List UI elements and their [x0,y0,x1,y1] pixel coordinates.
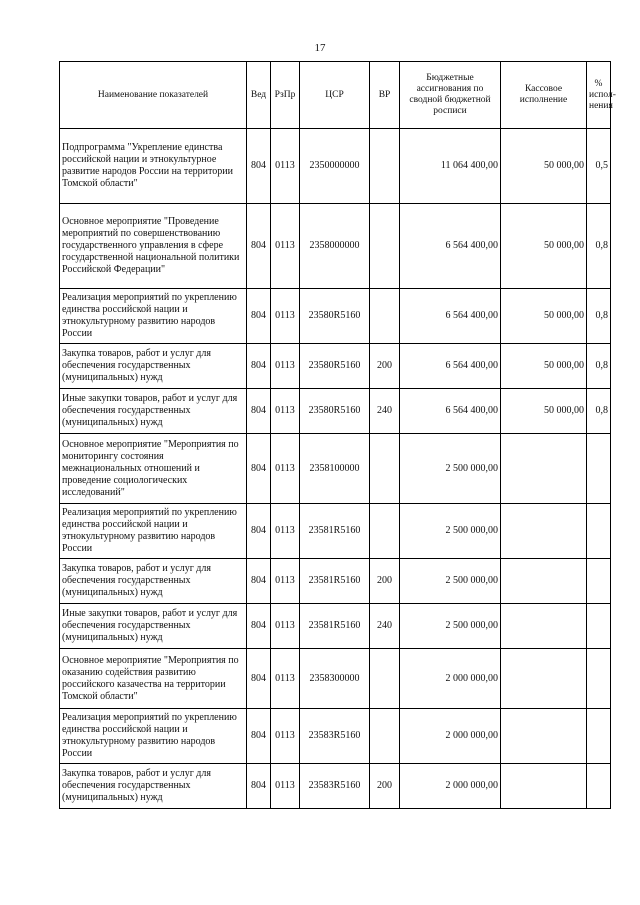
row-percent-execution [587,764,611,809]
table-row [60,389,611,434]
row-ved: 804 [247,389,271,434]
row-csr: 2350000000 [300,129,370,204]
row-csr: 23581R5160 [300,559,370,604]
row-ved: 804 [247,344,271,389]
header-ved: Вед [247,62,271,129]
row-ved: 804 [247,559,271,604]
header-cash-execution: Кассовое исполнение [501,62,587,129]
table-row [60,204,611,289]
row-rzpr: 0113 [271,344,300,389]
row-assignments: 2 000 000,00 [400,649,501,709]
table-row [60,344,611,389]
header-percent-execution: % испол-нения [587,62,611,129]
row-rzpr: 0113 [271,604,300,649]
row-vr [370,289,400,344]
row-name: Иные закупки товаров, работ и услуг для обеспечения государственных (муниципальных) нужд [60,604,247,649]
table-row [60,604,611,649]
row-rzpr: 0113 [271,709,300,764]
row-ved: 804 [247,204,271,289]
row-rzpr: 0113 [271,434,300,504]
row-vr [370,709,400,764]
row-csr: 2358000000 [300,204,370,289]
row-cash-execution: 50 000,00 [501,204,587,289]
table-row [60,559,611,604]
budget-execution-table [59,61,616,809]
page-number: 17 [314,42,326,54]
header-assignments: Бюджетные ассигнования по сводной бюджетной росписи [400,62,501,129]
row-rzpr: 0113 [271,504,300,559]
row-assignments: 2 500 000,00 [400,504,501,559]
row-ved: 804 [247,709,271,764]
row-cash-execution [501,504,587,559]
row-cash-execution [501,604,587,649]
row-name: Реализация мероприятий по укреплению единства российской нации и этнокультурному развитию народов России [60,709,247,764]
row-assignments: 2 500 000,00 [400,434,501,504]
row-assignments: 2 000 000,00 [400,709,501,764]
table-row [60,434,611,504]
row-name: Реализация мероприятий по укреплению единства российской нации и этнокультурному развитию народов России [60,504,247,559]
row-vr: 240 [370,389,400,434]
row-name: Закупка товаров, работ и услуг для обеспечения государственных (муниципальных) нужд [60,344,247,389]
row-assignments: 6 564 400,00 [400,389,501,434]
row-name: Закупка товаров, работ и услуг для обеспечения государственных (муниципальных) нужд [60,764,247,809]
row-csr: 23580R5160 [300,289,370,344]
row-rzpr: 0113 [271,649,300,709]
row-vr: 200 [370,559,400,604]
row-percent-execution: 0,8 [587,204,611,289]
row-csr: 23581R5160 [300,504,370,559]
row-csr: 23580R5160 [300,389,370,434]
row-csr: 23580R5160 [300,344,370,389]
row-percent-execution: 0,8 [587,344,611,389]
table-row [60,504,611,559]
row-cash-execution: 50 000,00 [501,344,587,389]
row-cash-execution: 50 000,00 [501,289,587,344]
table-row [60,764,611,809]
row-name: Подпрограмма "Укрепление единства российской нации и этнокультурное развитие народов России на территории Томской области" [60,129,247,204]
row-ved: 804 [247,604,271,649]
row-cash-execution [501,709,587,764]
row-csr: 23583R5160 [300,709,370,764]
header-vr: ВР [370,62,400,129]
row-assignments: 11 064 400,00 [400,129,501,204]
row-csr: 2358300000 [300,649,370,709]
row-rzpr: 0113 [271,559,300,604]
row-percent-execution [587,559,611,604]
row-cash-execution [501,434,587,504]
row-rzpr: 0113 [271,764,300,809]
row-ved: 804 [247,434,271,504]
row-ved: 804 [247,764,271,809]
table-row [60,709,611,764]
row-cash-execution [501,764,587,809]
table-row [60,649,611,709]
row-vr [370,504,400,559]
row-name: Иные закупки товаров, работ и услуг для обеспечения государственных (муниципальных) нужд [60,389,247,434]
row-cash-execution: 50 000,00 [501,129,587,204]
row-vr: 240 [370,604,400,649]
row-vr [370,129,400,204]
row-name: Закупка товаров, работ и услуг для обеспечения государственных (муниципальных) нужд [60,559,247,604]
row-assignments: 6 564 400,00 [400,204,501,289]
row-ved: 804 [247,504,271,559]
row-csr: 23581R5160 [300,604,370,649]
row-percent-execution [587,649,611,709]
table-header-row [60,62,611,129]
row-percent-execution [587,504,611,559]
row-csr: 2358100000 [300,434,370,504]
row-assignments: 2 500 000,00 [400,604,501,649]
row-name: Основное мероприятие "Проведение мероприятий по совершенствованию государственного управления в сфере государственной национальной политики Российской Федерации" [60,204,247,289]
header-rzpr: РзПр [271,62,300,129]
row-assignments: 6 564 400,00 [400,289,501,344]
row-name: Реализация мероприятий по укреплению единства российской нации и этнокультурному развитию народов России [60,289,247,344]
row-assignments: 2 000 000,00 [400,764,501,809]
row-vr: 200 [370,764,400,809]
row-rzpr: 0113 [271,204,300,289]
row-percent-execution [587,434,611,504]
row-rzpr: 0113 [271,289,300,344]
row-percent-execution: 0,5 [587,129,611,204]
row-percent-execution: 0,8 [587,389,611,434]
row-vr [370,649,400,709]
row-assignments: 6 564 400,00 [400,344,501,389]
header-name: Наименование показателей [60,62,247,129]
row-cash-execution [501,649,587,709]
table-row [60,129,611,204]
header-csr: ЦСР [300,62,370,129]
row-percent-execution [587,709,611,764]
row-ved: 804 [247,649,271,709]
row-rzpr: 0113 [271,389,300,434]
row-cash-execution: 50 000,00 [501,389,587,434]
row-percent-execution: 0,8 [587,289,611,344]
row-vr [370,434,400,504]
row-vr: 200 [370,344,400,389]
row-ved: 804 [247,289,271,344]
row-csr: 23583R5160 [300,764,370,809]
row-vr [370,204,400,289]
table-row [60,289,611,344]
row-percent-execution [587,604,611,649]
row-ved: 804 [247,129,271,204]
row-name: Основное мероприятие "Мероприятия по оказанию содействия развитию российского казачества на территории Томской области" [60,649,247,709]
row-name: Основное мероприятие "Мероприятия по мониторингу состояния межнациональных отношений и проведение социологических исследований" [60,434,247,504]
row-assignments: 2 500 000,00 [400,559,501,604]
row-cash-execution [501,559,587,604]
row-rzpr: 0113 [271,129,300,204]
